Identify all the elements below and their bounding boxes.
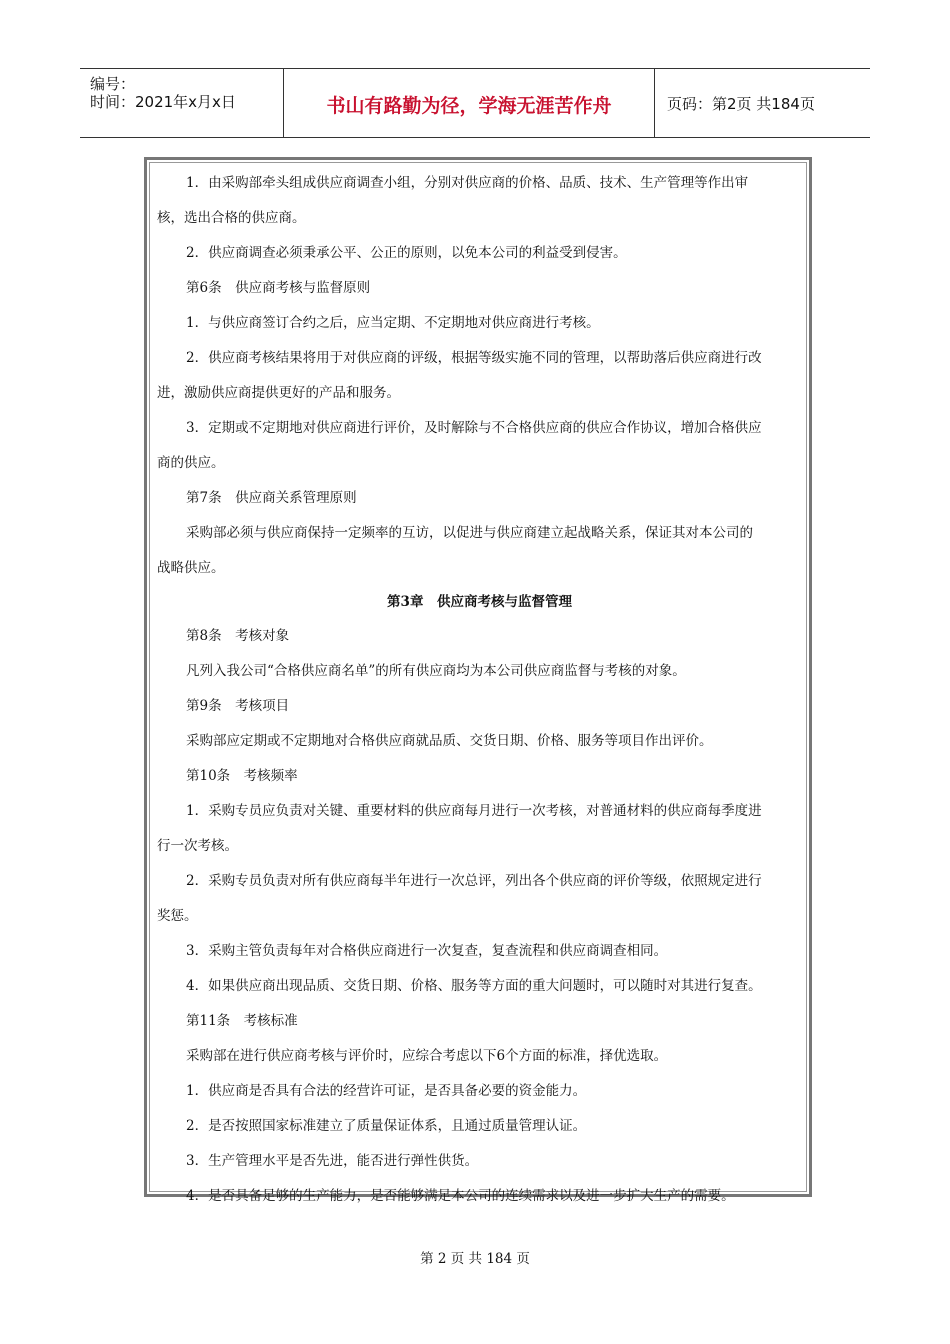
header-page-info: 页码：第2页 共184页 xyxy=(667,95,815,113)
paragraph: 4．如果供应商出现品质、交货日期、价格、服务等方面的重大问题时，可以随时对其进行复查。 xyxy=(186,978,762,994)
paragraph: 1．供应商是否具有合法的经营许可证，是否具备必要的资金能力。 xyxy=(186,1083,587,1099)
paragraph: 进，激励供应商提供更好的产品和服务。 xyxy=(157,385,400,401)
paragraph: 2．采购专员负责对所有供应商每半年进行一次总评，列出各个供应商的评价等级，依照规定进行 xyxy=(186,873,762,889)
paragraph: 奖惩。 xyxy=(157,908,198,924)
header-meta-cell xyxy=(80,69,284,137)
paragraph: 采购部必须与供应商保持一定频率的互访，以促进与供应商建立起战略关系，保证其对本公司的 xyxy=(186,525,753,541)
article-heading: 第6条 供应商考核与监督原则 xyxy=(186,280,371,296)
paragraph: 行一次考核。 xyxy=(157,838,238,854)
paragraph: 采购部应定期或不定期地对合格供应商就品质、交货日期、价格、服务等项目作出评价。 xyxy=(186,733,713,749)
header-page-cell xyxy=(655,69,870,137)
paragraph: 1．与供应商签订合约之后，应当定期、不定期地对供应商进行考核。 xyxy=(186,315,600,331)
page-footer: 第 2 页 共 184 页 xyxy=(420,1251,530,1267)
page-header xyxy=(80,68,870,138)
paragraph: 1．由采购部牵头组成供应商调查小组，分别对供应商的价格、品质、技术、生产管理等作出审 xyxy=(186,175,749,191)
motto: 书山有路勤为径，学海无涯苦作舟 xyxy=(326,95,612,117)
paragraph: 2．供应商考核结果将用于对供应商的评级，根据等级实施不同的管理，以帮助落后供应商进行改 xyxy=(186,350,762,366)
header-motto-cell xyxy=(284,69,655,137)
article-heading: 第10条 考核频率 xyxy=(186,768,298,784)
paragraph: 凡列入我公司“合格供应商名单”的所有供应商均为本公司供应商监督与考核的对象。 xyxy=(186,663,686,679)
date-line: 时间：2021年x月x日 xyxy=(90,93,236,111)
article-heading: 第7条 供应商关系管理原则 xyxy=(186,490,357,506)
paragraph: 3．生产管理水平是否先进，能否进行弹性供货。 xyxy=(186,1153,479,1169)
document-body xyxy=(157,166,802,1214)
paragraph: 核，选出合格的供应商。 xyxy=(157,210,306,226)
paragraph: 采购部在进行供应商考核与评价时，应综合考虑以下6个方面的标准，择优选取。 xyxy=(186,1048,668,1064)
paragraph: 4．是否具备足够的生产能力，是否能够满足本公司的连续需求以及进一步扩大生产的需要。 xyxy=(186,1188,735,1204)
paragraph: 1．采购专员应负责对关键、重要材料的供应商每月进行一次考核，对普通材料的供应商每季度进 xyxy=(186,803,762,819)
paragraph: 3．采购主管负责每年对合格供应商进行一次复查，复查流程和供应商调查相同。 xyxy=(186,943,668,959)
paragraph: 3．定期或不定期地对供应商进行评价，及时解除与不合格供应商的供应合作协议，增加合格供应 xyxy=(186,420,762,436)
paragraph: 战略供应。 xyxy=(157,560,225,576)
chapter-heading: 第3章 供应商考核与监督管理 xyxy=(387,594,572,610)
article-heading: 第8条 考核对象 xyxy=(186,628,290,644)
article-heading: 第11条 考核标准 xyxy=(186,1013,298,1029)
paragraph: 2．供应商调查必须秉承公平、公正的原则，以免本公司的利益受到侵害。 xyxy=(186,245,627,261)
paragraph: 2．是否按照国家标准建立了质量保证体系，且通过质量管理认证。 xyxy=(186,1118,587,1134)
paragraph: 商的供应。 xyxy=(157,455,225,471)
serial-label: 编号： xyxy=(90,75,136,93)
article-heading: 第9条 考核项目 xyxy=(186,698,290,714)
